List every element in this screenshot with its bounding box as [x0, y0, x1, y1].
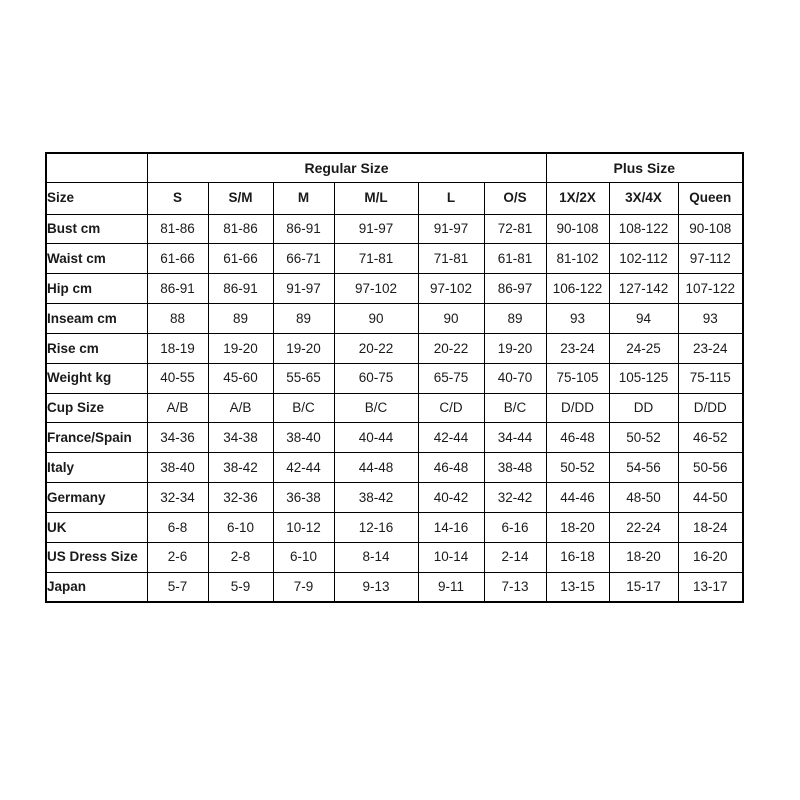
- table-cell: 18-20: [546, 512, 609, 542]
- table-row: [46, 274, 743, 304]
- table-cell: B/C: [484, 393, 546, 423]
- table-row: [46, 453, 743, 483]
- table-cell: 94: [609, 304, 678, 334]
- table-cell: 90: [334, 304, 418, 334]
- table-cell: 19-20: [208, 333, 273, 363]
- table-cell: 23-24: [678, 333, 743, 363]
- table-cell: 60-75: [334, 363, 418, 393]
- row-label: Italy: [46, 453, 147, 483]
- table-cell: 38-42: [208, 453, 273, 483]
- table-cell: 44-48: [334, 453, 418, 483]
- table-cell: 5-7: [147, 572, 208, 602]
- table-cell: 81-102: [546, 244, 609, 274]
- table-cell: 46-48: [418, 453, 484, 483]
- column-header-3x-4x: 3X/4X: [609, 182, 678, 214]
- table-cell: A/B: [147, 393, 208, 423]
- table-cell: 61-66: [208, 244, 273, 274]
- table-cell: 7-9: [273, 572, 334, 602]
- table-cell: 86-91: [273, 214, 334, 244]
- table-row: [46, 512, 743, 542]
- table-cell: A/B: [208, 393, 273, 423]
- table-cell: 42-44: [418, 423, 484, 453]
- table-cell: 89: [273, 304, 334, 334]
- table-cell: DD: [609, 393, 678, 423]
- table-cell: 91-97: [418, 214, 484, 244]
- row-label: UK: [46, 512, 147, 542]
- table-cell: 81-86: [208, 214, 273, 244]
- table-cell: 10-12: [273, 512, 334, 542]
- row-label: Hip cm: [46, 274, 147, 304]
- table-row: [46, 244, 743, 274]
- table-cell: 40-55: [147, 363, 208, 393]
- table-cell: 90: [418, 304, 484, 334]
- table-cell: 2-6: [147, 542, 208, 572]
- row-label: Waist cm: [46, 244, 147, 274]
- table-cell: 93: [546, 304, 609, 334]
- table-row: [46, 542, 743, 572]
- table-cell: 90-108: [678, 214, 743, 244]
- table-row: [46, 304, 743, 334]
- table-row: [46, 483, 743, 513]
- plus-size-group-header: Plus Size: [546, 153, 743, 182]
- row-label: Rise cm: [46, 333, 147, 363]
- table-cell: 6-10: [273, 542, 334, 572]
- table-cell: 86-91: [147, 274, 208, 304]
- table-cell: 91-97: [334, 214, 418, 244]
- table-cell: 106-122: [546, 274, 609, 304]
- table-cell: 97-102: [334, 274, 418, 304]
- table-cell: 6-16: [484, 512, 546, 542]
- table-cell: 9-13: [334, 572, 418, 602]
- table-cell: 102-112: [609, 244, 678, 274]
- table-cell: 93: [678, 304, 743, 334]
- table-cell: C/D: [418, 393, 484, 423]
- table-cell: 2-8: [208, 542, 273, 572]
- table-cell: 97-102: [418, 274, 484, 304]
- row-label: Weight kg: [46, 363, 147, 393]
- table-cell: 42-44: [273, 453, 334, 483]
- table-cell: 38-40: [273, 423, 334, 453]
- table-cell: 23-24: [546, 333, 609, 363]
- group-header-row: [46, 153, 743, 182]
- table-cell: 19-20: [273, 333, 334, 363]
- column-header-m: M: [273, 182, 334, 214]
- table-row: [46, 214, 743, 244]
- table-cell: 18-24: [678, 512, 743, 542]
- table-cell: 6-10: [208, 512, 273, 542]
- table-cell: 45-60: [208, 363, 273, 393]
- table-cell: 34-44: [484, 423, 546, 453]
- table-cell: 75-105: [546, 363, 609, 393]
- row-label: Germany: [46, 483, 147, 513]
- table-cell: 44-46: [546, 483, 609, 513]
- table-cell: 38-48: [484, 453, 546, 483]
- table-cell: 89: [484, 304, 546, 334]
- table-cell: 36-38: [273, 483, 334, 513]
- table-cell: 20-22: [418, 333, 484, 363]
- table-cell: 72-81: [484, 214, 546, 244]
- table-cell: 108-122: [609, 214, 678, 244]
- table-cell: B/C: [273, 393, 334, 423]
- row-label: Bust cm: [46, 214, 147, 244]
- table-cell: 75-115: [678, 363, 743, 393]
- corner-cell: [46, 153, 147, 182]
- table-cell: 6-8: [147, 512, 208, 542]
- table-cell: 48-50: [609, 483, 678, 513]
- table-cell: 2-14: [484, 542, 546, 572]
- table-cell: 90-108: [546, 214, 609, 244]
- row-label: Japan: [46, 572, 147, 602]
- table-cell: 13-15: [546, 572, 609, 602]
- column-header-s-m: S/M: [208, 182, 273, 214]
- table-cell: 40-42: [418, 483, 484, 513]
- table-cell: 81-86: [147, 214, 208, 244]
- row-label: Cup Size: [46, 393, 147, 423]
- column-header-l: L: [418, 182, 484, 214]
- column-header-1x-2x: 1X/2X: [546, 182, 609, 214]
- table-cell: 46-52: [678, 423, 743, 453]
- table-cell: 50-52: [609, 423, 678, 453]
- column-header-queen: Queen: [678, 182, 743, 214]
- table-cell: 18-19: [147, 333, 208, 363]
- table-cell: 50-56: [678, 453, 743, 483]
- table-cell: 88: [147, 304, 208, 334]
- row-label: US Dress Size: [46, 542, 147, 572]
- table-cell: 38-42: [334, 483, 418, 513]
- table-cell: 127-142: [609, 274, 678, 304]
- table-cell: 65-75: [418, 363, 484, 393]
- table-cell: 5-9: [208, 572, 273, 602]
- column-header-m-l: M/L: [334, 182, 418, 214]
- table-cell: 7-13: [484, 572, 546, 602]
- table-cell: 89: [208, 304, 273, 334]
- table-cell: 34-38: [208, 423, 273, 453]
- table-cell: 32-34: [147, 483, 208, 513]
- table-cell: 40-44: [334, 423, 418, 453]
- table-cell: 91-97: [273, 274, 334, 304]
- table-cell: 32-42: [484, 483, 546, 513]
- table-cell: 61-81: [484, 244, 546, 274]
- table-cell: 38-40: [147, 453, 208, 483]
- table-cell: 32-36: [208, 483, 273, 513]
- row-label: France/Spain: [46, 423, 147, 453]
- table-cell: 71-81: [334, 244, 418, 274]
- table-cell: 86-91: [208, 274, 273, 304]
- table-cell: 50-52: [546, 453, 609, 483]
- table-cell: 86-97: [484, 274, 546, 304]
- table-cell: 34-36: [147, 423, 208, 453]
- table-cell: 97-112: [678, 244, 743, 274]
- table-row: [46, 423, 743, 453]
- table-cell: 9-11: [418, 572, 484, 602]
- row-label: Inseam cm: [46, 304, 147, 334]
- column-header-row: [46, 182, 743, 214]
- table-cell: D/DD: [546, 393, 609, 423]
- column-header-s: S: [147, 182, 208, 214]
- table-cell: 44-50: [678, 483, 743, 513]
- size-chart-table: [45, 152, 744, 603]
- table-cell: B/C: [334, 393, 418, 423]
- table-row: [46, 572, 743, 602]
- table-cell: 66-71: [273, 244, 334, 274]
- column-header-o-s: O/S: [484, 182, 546, 214]
- table-cell: 19-20: [484, 333, 546, 363]
- table-cell: 12-16: [334, 512, 418, 542]
- table-row: [46, 333, 743, 363]
- table-cell: 55-65: [273, 363, 334, 393]
- regular-size-group-header: Regular Size: [147, 153, 546, 182]
- table-cell: 40-70: [484, 363, 546, 393]
- table-cell: 46-48: [546, 423, 609, 453]
- size-column-label: Size: [46, 182, 147, 214]
- table-cell: 54-56: [609, 453, 678, 483]
- table-cell: 105-125: [609, 363, 678, 393]
- table-row: [46, 363, 743, 393]
- table-cell: 22-24: [609, 512, 678, 542]
- table-cell: D/DD: [678, 393, 743, 423]
- table-cell: 18-20: [609, 542, 678, 572]
- table-cell: 107-122: [678, 274, 743, 304]
- table-row: [46, 393, 743, 423]
- table-cell: 14-16: [418, 512, 484, 542]
- table-cell: 13-17: [678, 572, 743, 602]
- table-cell: 24-25: [609, 333, 678, 363]
- table-cell: 61-66: [147, 244, 208, 274]
- table-cell: 20-22: [334, 333, 418, 363]
- table-cell: 71-81: [418, 244, 484, 274]
- table-cell: 8-14: [334, 542, 418, 572]
- table-cell: 16-18: [546, 542, 609, 572]
- size-chart-body: [46, 214, 743, 602]
- table-cell: 16-20: [678, 542, 743, 572]
- table-cell: 15-17: [609, 572, 678, 602]
- table-cell: 10-14: [418, 542, 484, 572]
